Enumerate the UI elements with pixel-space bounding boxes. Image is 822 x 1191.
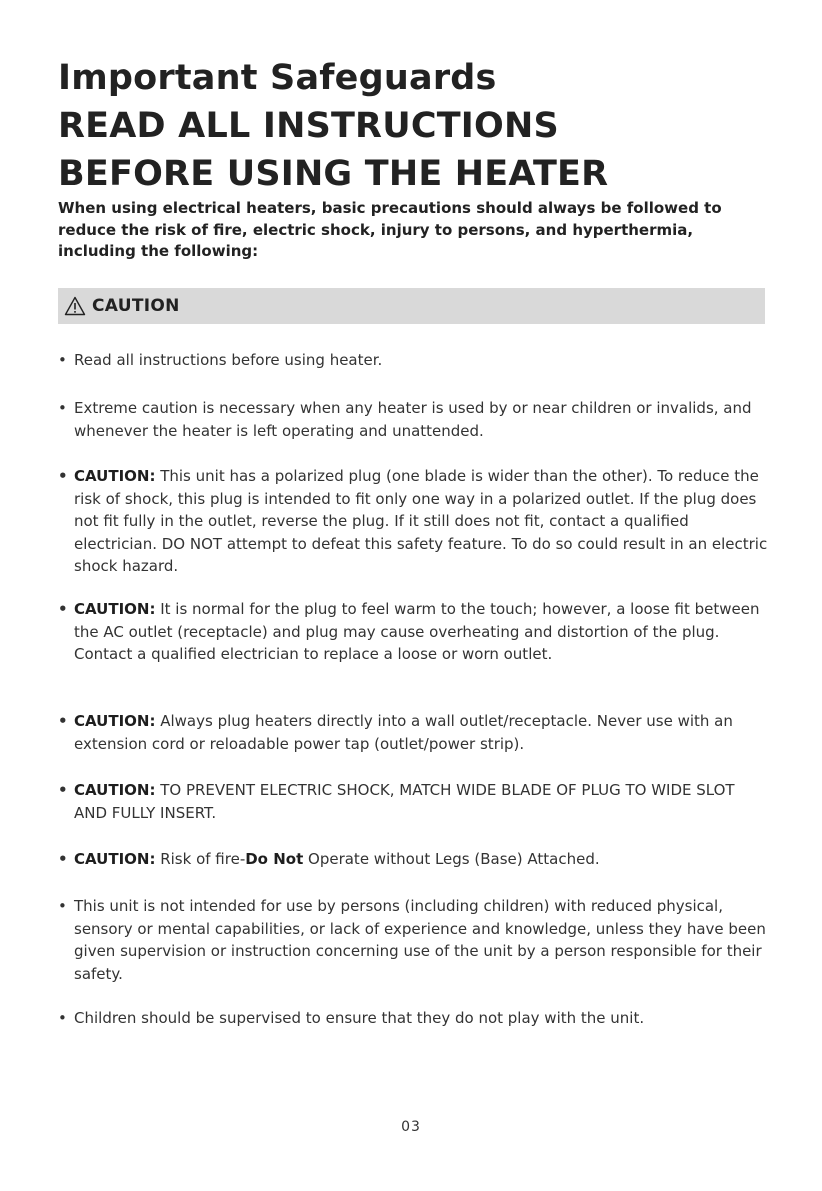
list-item: • CAUTION: Always plug heaters directly into a wall outlet/receptacle. Never use with an extension cord or reloadable power tap (outlet/power strip).: [58, 712, 733, 753]
list-item: • This unit is not intended for use by persons (including children) with reduced physical, sensory or mental capabilities, or lack of experience and knowledge, unless they have been given supervision or instruction concerning use of the unit by a person responsible for their safety.: [58, 897, 766, 983]
list-item: • Read all instructions before using heater.: [58, 351, 383, 369]
list-item: • CAUTION: It is normal for the plug to feel warm to the touch; however, a loose fit between the AC outlet (receptacle) and plug may cause overheating and distortion of the plug. Contact a qualified electrician to replace a loose or worn outlet.: [58, 600, 760, 663]
list-item: • Children should be supervised to ensure that they do not play with the unit.: [58, 1009, 645, 1027]
title-line-2: READ ALL INSTRUCTIONS: [58, 106, 559, 146]
warning-triangle-icon: [64, 296, 86, 316]
list-item: • Extreme caution is necessary when any heater is used by or near children or invalids, and whenever the heater is left operating and unattended.: [58, 399, 752, 440]
page-number: 03: [401, 1119, 421, 1135]
page-title: [58, 54, 778, 198]
list-item: • CAUTION: TO PREVENT ELECTRIC SHOCK, MATCH WIDE BLADE OF PLUG TO WIDE SLOT AND FULLY INSERT.: [58, 781, 735, 822]
caution-header: [58, 288, 765, 324]
list-item: • CAUTION: This unit has a polarized plug (one blade is wider than the other). To reduce the risk of shock, this plug is intended to fit only one way in a polarized outlet. If the plug does not fit fully in the outlet, reverse the plug. If it still does not fit, contact a qualified electrician. DO NOT attempt to defeat this safety feature. To do so could result in an electric shock hazard.: [58, 467, 768, 575]
intro-paragraph: When using electrical heaters, basic precautions should always be followed to reduce the risk of fire, electric shock, injury to persons, and hyperthermia, including the following:: [58, 199, 722, 260]
title-line-1: Important Safeguards: [58, 58, 497, 98]
list-item: • CAUTION: Risk of fire-Do Not Operate without Legs (Base) Attached.: [58, 850, 600, 868]
title-line-3: BEFORE USING THE HEATER: [58, 154, 609, 194]
caution-label: CAUTION: [92, 296, 180, 316]
